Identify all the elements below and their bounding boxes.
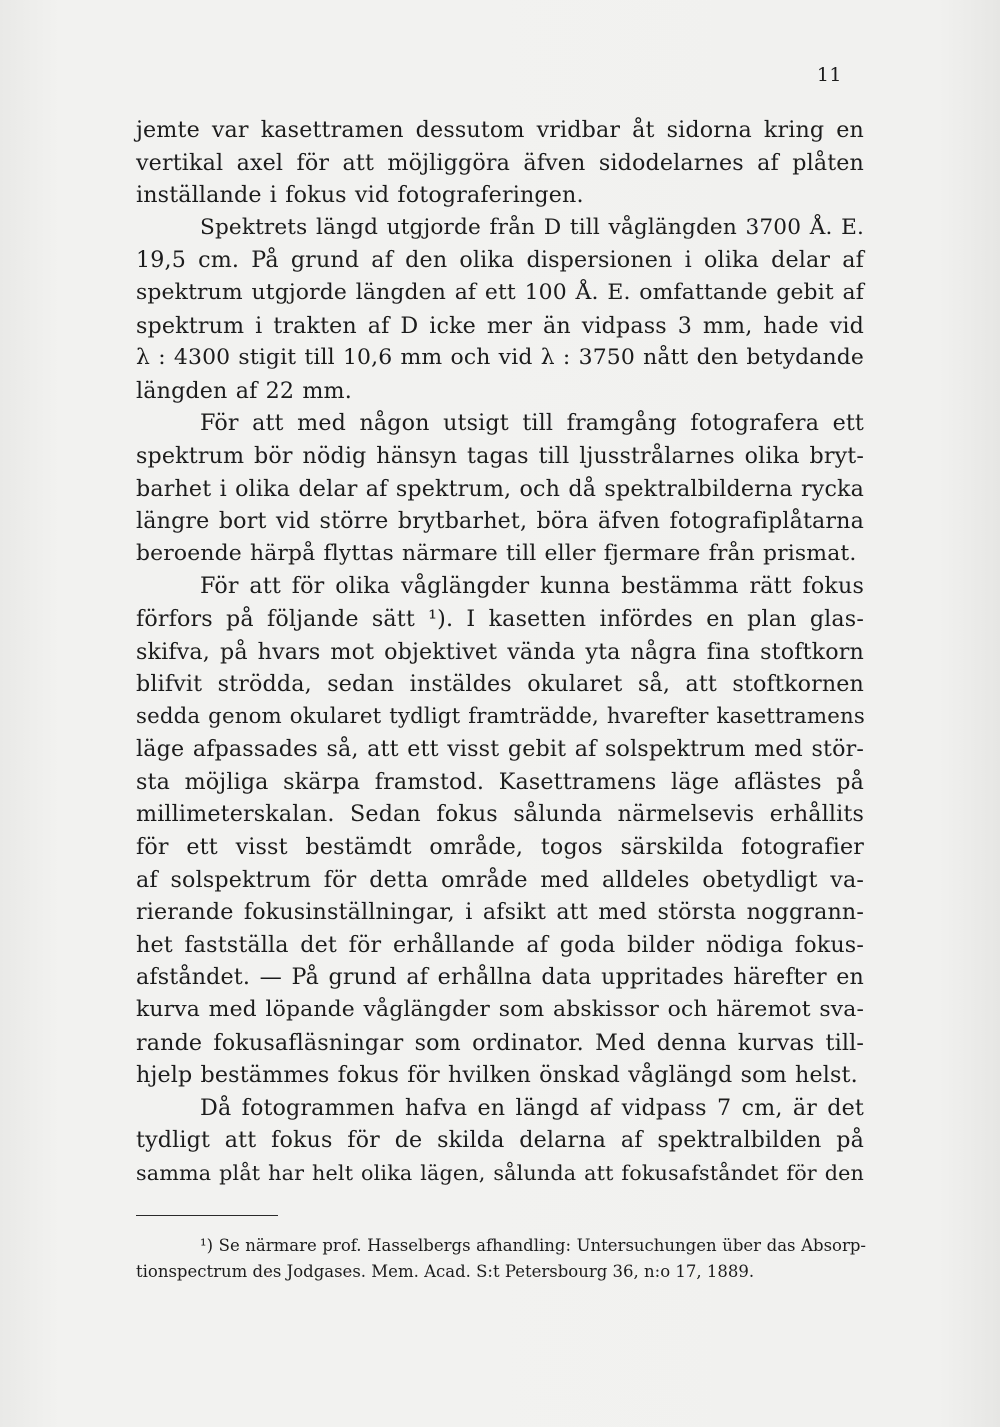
text-line: förfors på följande sätt ¹). I kasetten infördes en plan glas- xyxy=(136,605,864,632)
text-line: afståndet. — På grund af erhållna data uppritades härefter en xyxy=(136,964,864,991)
text-line: tydligt att fokus för de skilda delarna af spektralbilden på xyxy=(136,1127,864,1154)
text-line: inställande i fokus vid fotograferingen. xyxy=(136,182,584,209)
text-line: För att för olika våglängder kunna bestämma rätt fokus xyxy=(200,573,864,600)
text-line: het fastställa det för erhållande af goda bilder nödiga fokus- xyxy=(136,931,864,958)
text-line: För att med någon utsigt till framgång fotografera ett xyxy=(200,410,864,437)
text-line: läge afpassades så, att ett visst gebit af solspektrum med stör- xyxy=(136,736,864,763)
text-line: spektrum i trakten af D icke mer än vidpass 3 mm, hade vid xyxy=(136,312,864,339)
text-line: längre bort vid större brytbarhet, böra äfven fotografiplåtarna xyxy=(136,508,864,535)
text-line: för ett visst bestämdt område, togos särskilda fotografier xyxy=(136,834,864,861)
text-line: skifva, på hvars mot objektivet vända yta några fina stoftkorn xyxy=(136,638,864,665)
text-line: samma plåt har helt olika lägen, sålunda att fokusafståndet för den xyxy=(136,1161,864,1185)
text-line: spektrum bör nödig hänsyn tagas till ljusstrålarnes olika bryt- xyxy=(136,442,864,469)
footnote-divider xyxy=(136,1215,278,1216)
text-line: jemte var kasettramen dessutom vridbar åt sidorna kring en xyxy=(136,117,864,143)
text-line: barhet i olika delar af spektrum, och då spektralbilderna rycka xyxy=(136,475,864,502)
footnote-line: ¹) Se närmare prof. Hasselbergs afhandling: Untersuchungen über das Absorp- xyxy=(200,1236,866,1255)
text-line: λ : 4300 stigit till 10,6 mm och vid λ : 3750 nått den betydande xyxy=(136,345,864,371)
footnote-line: tionspectrum des Jodgases. Mem. Acad. S:t Petersbourg 36, n:o 17, 1889. xyxy=(136,1262,755,1281)
page-number: 11 xyxy=(816,64,842,86)
text-line: millimeterskalan. Sedan fokus sålunda närmelsevis erhållits xyxy=(136,801,864,828)
text-line: rierande fokusinställningar, i afsikt att med största noggrann- xyxy=(136,899,864,926)
text-line: spektrum utgjorde längden af ett 100 Å. E. omfattande gebit af xyxy=(136,279,864,305)
text-line: hjelp bestämmes fokus för hvilken önskad våglängd som helst. xyxy=(136,1062,858,1089)
text-line: beroende härpå flyttas närmare till eller fjermare från prismat. xyxy=(136,540,857,566)
text-line: vertikal axel för att möjliggöra äfven sidodelarnes af plåten xyxy=(136,149,864,176)
text-line: blifvit strödda, sedan instäldes okularet så, att stoftkornen xyxy=(136,671,864,698)
text-line: Då fotogrammen hafva en längd af vidpass 7 cm, är det xyxy=(200,1094,864,1121)
text-line: Spektrets längd utgjorde från D till våglängden 3700 Å. E. xyxy=(200,214,864,240)
footnote xyxy=(136,1233,866,1285)
text-line: af solspektrum för detta område med alldeles obetydligt va- xyxy=(136,866,864,893)
text-line: 19,5 cm. På grund af den olika dispersionen i olika delar af xyxy=(136,247,864,274)
text-line: sedda genom okularet tydligt framträdde, hvarefter kasettramens xyxy=(136,703,865,729)
body-text xyxy=(136,114,864,1190)
text-line: rande fokusafläsningar som ordinator. Med denna kurvas till- xyxy=(136,1029,864,1056)
text-line: sta möjliga skärpa framstod. Kasettramens läge aflästes på xyxy=(136,768,864,795)
text-line: längden af 22 mm. xyxy=(136,377,352,404)
text-line: kurva med löpande våglängder som abskissor och häremot sva- xyxy=(136,997,864,1023)
